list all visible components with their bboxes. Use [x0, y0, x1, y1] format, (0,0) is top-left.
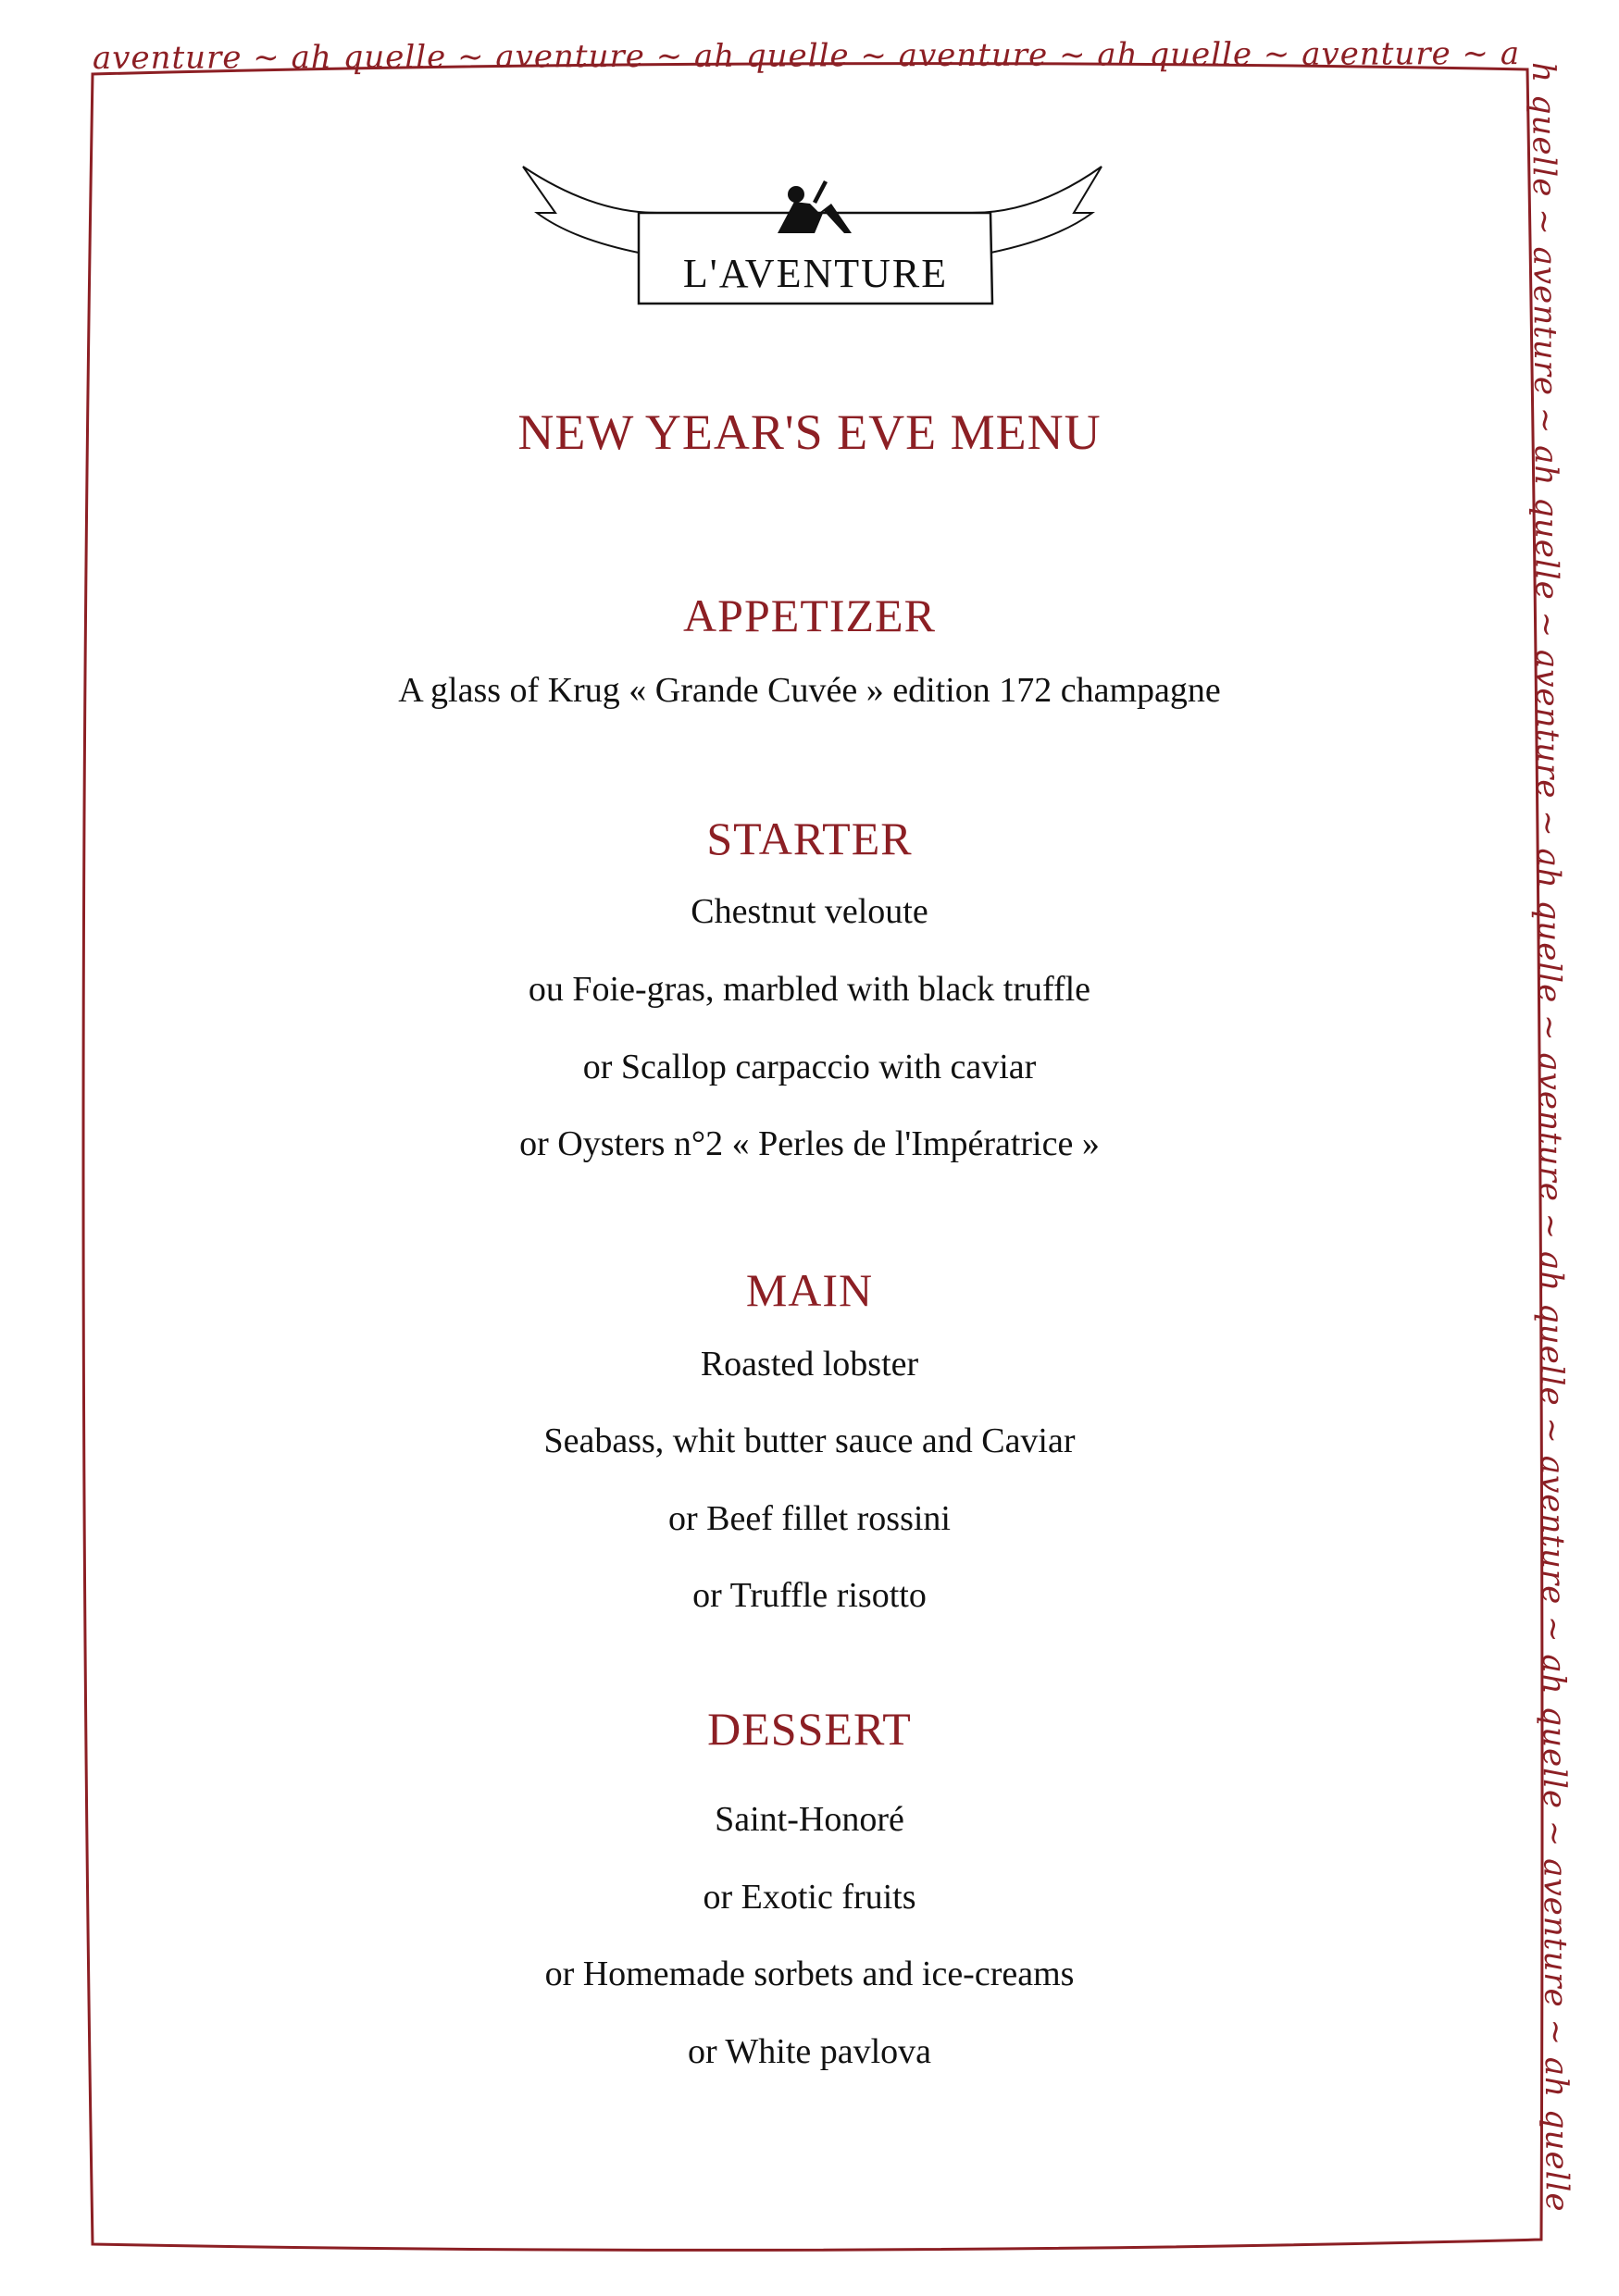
menu-item: or Scallop carpaccio with caviar [582, 1048, 1037, 1086]
reclining-figure-icon [778, 180, 852, 233]
section-heading-dessert: DESSERT [707, 1703, 912, 1755]
border-script-text: aventure ~ ah quelle ~ aventure ~ ah quelle ~ aventure ~ ah quelle ~ aventure ~ ah quelle ~ aventure ~ ah quelle ~ aventure ~ ah quelle ~ aventure ~ ah quelle ~ aventure ~ ah quelle ~ aventure ~ ah quelle [92, 35, 1575, 2213]
menu-title: NEW YEAR'S EVE MENU [517, 404, 1102, 460]
menu-item: or Oysters n°2 « Perles de l'Impératrice » [519, 1124, 1100, 1163]
menu-item: A glass of Krug « Grande Cuvée » edition 172 champagne [398, 671, 1221, 710]
menu-item: or Truffle risotto [692, 1576, 927, 1615]
section-heading-starter: STARTER [706, 813, 913, 864]
menu-item: Chestnut veloute [691, 892, 928, 931]
menu-item: or Homemade sorbets and ice-creams [544, 1955, 1075, 1993]
menu-item: or Beef fillet rossini [668, 1499, 951, 1538]
menu-item: or White pavlova [687, 2032, 932, 2071]
restaurant-logo [518, 157, 1111, 310]
menu-item: Roasted lobster [700, 1345, 919, 1384]
section-heading-main: MAIN [745, 1264, 874, 1316]
menu-item: or Exotic fruits [703, 1878, 916, 1917]
menu-item: Seabass, whit butter sauce and Caviar [543, 1421, 1076, 1460]
menu-item: ou Foie-gras, marbled with black truffle [528, 970, 1091, 1009]
menu-item: Saint-Honoré [715, 1800, 904, 1839]
logo-name: L'AVENTURE [682, 251, 949, 296]
section-heading-appetizer: APPETIZER [683, 590, 936, 641]
